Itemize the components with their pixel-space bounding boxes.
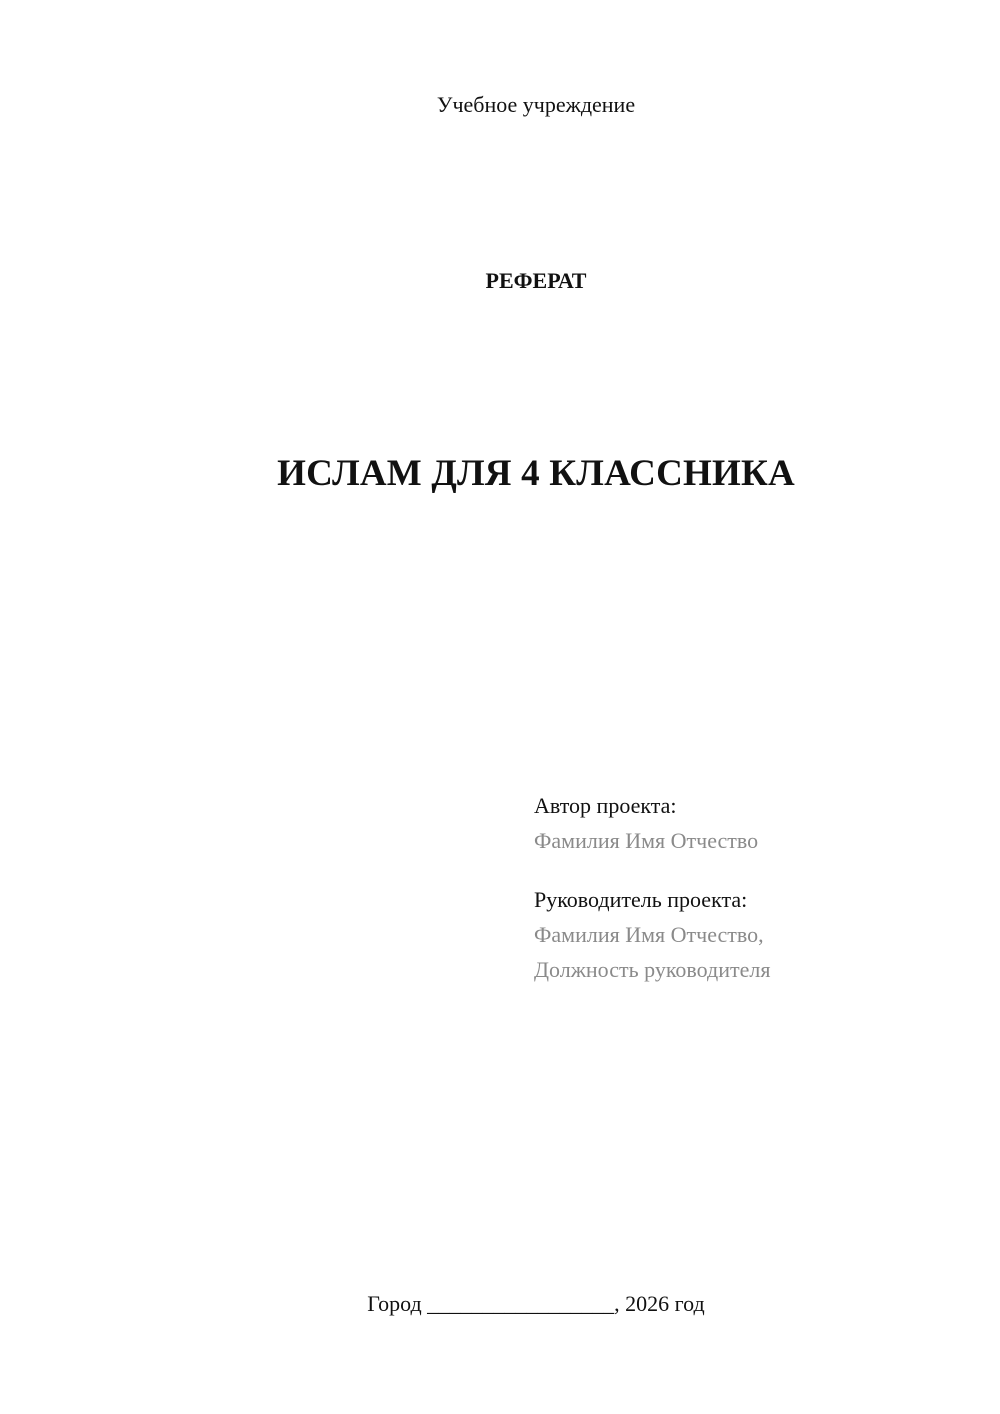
supervisor-label: Руководитель проекта: bbox=[534, 887, 748, 912]
spacer bbox=[534, 858, 974, 882]
project-people-block bbox=[534, 788, 974, 987]
supervisor-name: Фамилия Имя Отчество, bbox=[534, 922, 764, 947]
document-title: ИСЛАМ ДЛЯ 4 КЛАССНИКА bbox=[277, 453, 795, 494]
author-name: Фамилия Имя Отчество bbox=[534, 828, 759, 853]
city-year-line: Город _________________, 2026 год bbox=[367, 1291, 705, 1316]
author-label: Автор проекта: bbox=[534, 793, 677, 818]
document-type: РЕФЕРАТ bbox=[485, 268, 587, 293]
institution-name: Учебное учреждение bbox=[436, 92, 636, 117]
supervisor-position: Должность руководителя bbox=[534, 957, 771, 982]
